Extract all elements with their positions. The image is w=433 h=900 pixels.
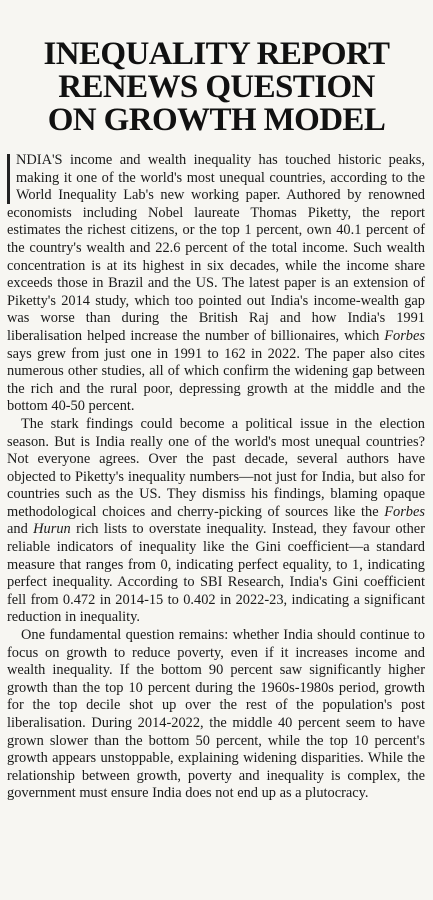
paragraph-2	[7, 416, 425, 627]
headline	[0, 38, 433, 137]
p2-a: The stark findings could become a political issue in the election season. But is India really one of the world's most unequal countries? Not everyone agrees. Over the past decade, several authors have objected to Piketty's inequality numbers—not just for India, but also for countries such as the US. They dismiss his findings, blaming opaque methodological choices and cherry-picking of sources like the	[7, 415, 425, 520]
p1-lead: NDIA'S income and wealth inequality has touched historic peaks, making it one of the world's most unequal countries, according to the World Inequality Lab's new working paper. Authored by renowned economists including Nobel laureate Thomas Piketty, the report estimates the richest citizens, or the top 1 percent, own 40.1 percent of the country's wealth and 22.6 percent of the total income. Such wealth concentration is at its highest in six decades, while the income share exceeds those in Brazil and the US. The latest paper is an extension of Piketty's 2014 study, which too pointed out India's income-wealth gap was worse than during the British Raj and how India's 1991 liberalisation helped increase the number of billionaires, which	[7, 152, 425, 344]
p1-em: Forbes	[384, 327, 425, 344]
p2-em1: Forbes	[384, 503, 425, 520]
p1-tail: says grew from just one in 1991 to 162 in 2022. The paper also cites numerous other studies, all of which confirm the widening gap between the rich and the rural poor, depressing growth at the middle and the bottom 40-50 percent.	[7, 345, 425, 415]
paragraph-1	[7, 152, 425, 416]
headline-line-2: RENEWS QUESTION	[58, 69, 375, 105]
p2-c: rich lists to overstate inequality. Instead, they favour other reliable indicators of inequality like the Gini coefficient—a standard measure that ranges from 0, indicating perfect equality, to 1, indicating perfect inequality. According to SBI Research, India's Gini coefficient fell from 0.472 in 2014-15 to 0.402 in 2022-23, indicating a significant reduction in inequality.	[7, 521, 425, 626]
p2-b: and	[7, 521, 34, 538]
headline-line-3: ON GROWTH MODEL	[47, 102, 386, 138]
paragraph-3: One fundamental question remains: whether India should continue to focus on growth to reduce poverty, even if it increases income and wealth inequality. If the bottom 90 percent saw significantly higher growth than the top 10 percent during the 1960s-1980s period, growth for the top decile shot up over the rest of the population's post liberalisation. During 2014-2022, the middle 40 percent seem to have grown slower than the bottom 50 percent, while the top 10 percent's growth appears unstoppable, explaining widening disparities. While the relationship between growth, poverty and inequality is complex, the government must ensure India does not end up as a plutocracy.	[7, 627, 425, 802]
headline-line-1: INEQUALITY REPORT	[43, 36, 390, 72]
p2-em2: Hurun	[33, 521, 71, 538]
article-body	[7, 152, 425, 803]
drop-cap-bar	[7, 154, 10, 204]
